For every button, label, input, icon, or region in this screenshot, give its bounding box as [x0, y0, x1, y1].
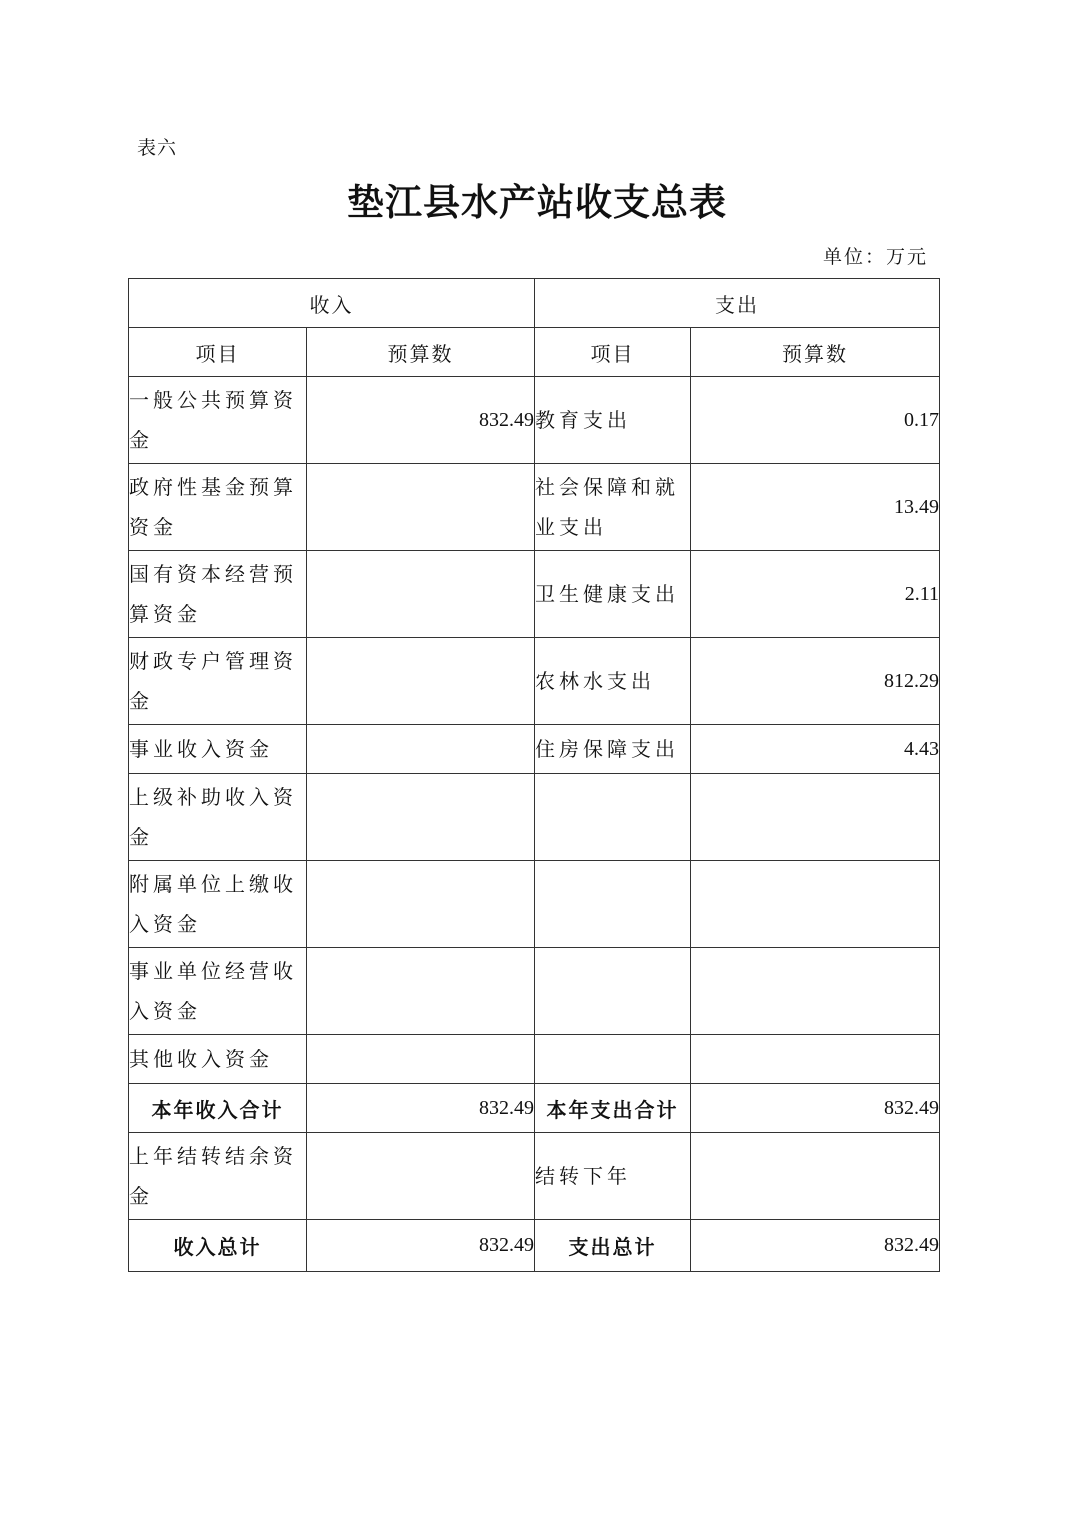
expense-value: 812.29: [691, 638, 940, 725]
grand-expense-total-label: 支出总计: [535, 1220, 691, 1272]
income-section-header: 收入: [129, 279, 535, 328]
expense-value: 13.49: [691, 464, 940, 551]
expense-value: 0.17: [691, 377, 940, 464]
carry-over-row: [129, 1133, 940, 1220]
expense-value: [691, 948, 940, 1035]
expense-item: 教育支出: [535, 377, 691, 464]
expense-value: 2.11: [691, 551, 940, 638]
carry-income-item: 上年结转结余资金: [129, 1133, 307, 1220]
income-expense-summary-table: [128, 278, 940, 1272]
expense-item: 社会保障和就业支出: [535, 464, 691, 551]
expense-item: 住房保障支出: [535, 725, 691, 774]
carry-expense-value: [691, 1133, 940, 1220]
table-row: [129, 861, 940, 948]
income-item: 国有资本经营预算资金: [129, 551, 307, 638]
expense-section-header: 支出: [535, 279, 940, 328]
expense-value: [691, 774, 940, 861]
expense-item: [535, 774, 691, 861]
year-total-row: [129, 1084, 940, 1133]
table-row: [129, 1035, 940, 1084]
unit-label: 单位：万元: [822, 246, 928, 268]
table-number-label: 表六: [137, 137, 178, 159]
income-item: 其他收入资金: [129, 1035, 307, 1084]
expense-item: [535, 948, 691, 1035]
table-row: [129, 774, 940, 861]
carry-income-value: [307, 1133, 535, 1220]
expense-value: 4.43: [691, 725, 940, 774]
income-budget-header: 预算数: [307, 328, 535, 377]
income-value: [307, 638, 535, 725]
column-header-row: [129, 328, 940, 377]
income-item: 事业收入资金: [129, 725, 307, 774]
income-item: 事业单位经营收入资金: [129, 948, 307, 1035]
year-expense-total-value: 832.49: [691, 1084, 940, 1133]
expense-item: 农林水支出: [535, 638, 691, 725]
table-row: [129, 551, 940, 638]
income-value: 832.49: [307, 377, 535, 464]
income-value: [307, 774, 535, 861]
grand-expense-total-value: 832.49: [691, 1220, 940, 1272]
section-header-row: [129, 279, 940, 328]
page-title: 垫江县水产站收支总表: [347, 180, 727, 224]
year-expense-total-label: 本年支出合计: [535, 1084, 691, 1133]
expense-item: [535, 1035, 691, 1084]
income-item: 上级补助收入资金: [129, 774, 307, 861]
income-value: [307, 464, 535, 551]
income-value: [307, 948, 535, 1035]
income-value: [307, 861, 535, 948]
expense-value: [691, 861, 940, 948]
income-item: 财政专户管理资金: [129, 638, 307, 725]
income-value: [307, 725, 535, 774]
income-value: [307, 551, 535, 638]
income-item: 政府性基金预算资金: [129, 464, 307, 551]
table-row: [129, 948, 940, 1035]
expense-value: [691, 1035, 940, 1084]
income-value: [307, 1035, 535, 1084]
expense-item-header: 项目: [535, 328, 691, 377]
income-item: 一般公共预算资金: [129, 377, 307, 464]
table-row: [129, 464, 940, 551]
table-row: [129, 725, 940, 774]
grand-income-total-value: 832.49: [307, 1220, 535, 1272]
grand-income-total-label: 收入总计: [129, 1220, 307, 1272]
table-row: [129, 638, 940, 725]
carry-expense-item: 结转下年: [535, 1133, 691, 1220]
year-income-total-value: 832.49: [307, 1084, 535, 1133]
income-item-header: 项目: [129, 328, 307, 377]
expense-item: 卫生健康支出: [535, 551, 691, 638]
expense-item: [535, 861, 691, 948]
expense-budget-header: 预算数: [691, 328, 940, 377]
table-row: [129, 377, 940, 464]
income-item: 附属单位上缴收入资金: [129, 861, 307, 948]
year-income-total-label: 本年收入合计: [129, 1084, 307, 1133]
grand-total-row: [129, 1220, 940, 1272]
